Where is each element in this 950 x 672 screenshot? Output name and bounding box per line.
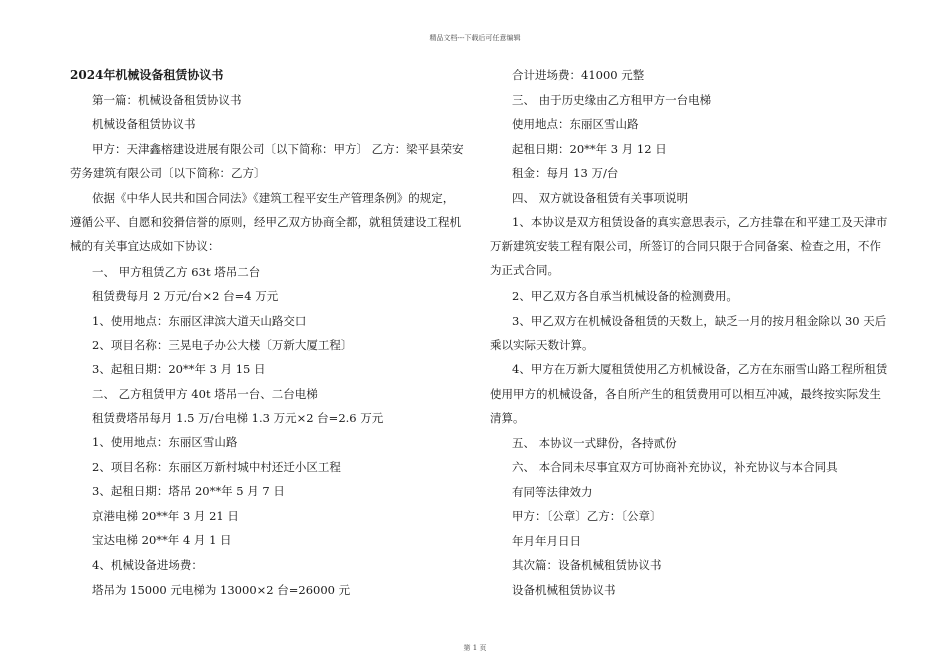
text-line: 劳务建筑有限公司〔以下简称：乙方〕 (70, 166, 266, 180)
text-line: 2、项目名称：东丽区万新村城中村还迁小区工程 (92, 460, 341, 474)
text-line: 合计进场费：41000 元整 (512, 68, 645, 82)
text-line: 为正式合同。 (490, 263, 559, 277)
text-line: 京港电梯 20**年 3 月 21 日 (92, 509, 239, 523)
text-line: 三、 由于历史缘由乙方租甲方一台电梯 (512, 93, 712, 107)
text-line: 3、起租日期：塔吊 20**年 5 月 7 日 (92, 484, 285, 498)
text-line: 万新建筑安装工程有限公司，所签订的合同只限于合同备案、检查之用，不作 (490, 239, 881, 253)
text-line: 依据《中华人民共和国合同法》《建筑工程平安生产管理条例》的规定， (92, 191, 455, 205)
text-line: 租金：每月 13 万/台 (512, 166, 619, 180)
text-line: 甲方：〔公章〕乙方：〔公章〕 (512, 509, 662, 523)
text-line: 设备机械租赁协议书 (512, 583, 616, 597)
document-title: 2024年机械设备租赁协议书 (70, 68, 224, 82)
text-line: 其次篇：设备机械租赁协议书 (512, 558, 662, 572)
text-line: 3、起租日期：20**年 3 月 15 日 (92, 362, 266, 376)
text-line: 二、 乙方租赁甲方 40t 塔吊一台、二台电梯 (92, 387, 318, 401)
text-line: 甲方：天津鑫榕建设进展有限公司〔以下简称：甲方〕 乙方：梁平县荣安 (92, 142, 464, 156)
text-line: 1、本协议是双方租赁设备的真实意思表示，乙方挂靠在和平建工及天津市 (512, 215, 888, 229)
text-line: 2、项目名称：三晃电子办公大楼〔万新大厦工程〕 (92, 338, 353, 352)
text-line: 4、甲方在万新大厦租赁使用乙方机械设备，乙方在东丽雪山路工程所租赁 (512, 362, 888, 376)
text-line: 第一篇：机械设备租赁协议书 (92, 93, 242, 107)
text-line: 2、甲乙双方各自承当机械设备的检测费用。 (512, 289, 738, 303)
text-line: 4、机械设备进场费： (92, 558, 203, 572)
text-line: 一、 甲方租赁乙方 63t 塔吊二台 (92, 265, 261, 279)
text-line: 械的有关事宜达成如下协议： (70, 239, 220, 253)
text-line: 清算。 (490, 411, 525, 425)
text-line: 租赁费每月 2 万元/台×2 台=4 万元 (92, 289, 279, 303)
text-line: 年月年月日日 (512, 534, 581, 548)
page-header: 精品文档---下载后可任意编辑 (429, 34, 521, 42)
text-line: 租赁费塔吊每月 1.5 万/台电梯 1.3 万元×2 台=2.6 万元 (92, 411, 384, 425)
text-line: 塔吊为 15000 元电梯为 13000×2 台=26000 元 (92, 583, 351, 597)
text-line: 3、甲乙双方在机械设备租赁的天数上，缺乏一月的按月租金除以 30 天后 (512, 314, 887, 328)
text-line: 五、 本协议一式肆份，各持贰份 (512, 436, 677, 450)
text-line: 乘以实际天数计算。 (490, 338, 594, 352)
text-line: 有同等法律效力 (512, 485, 593, 499)
text-line: 使用甲方的机械设备，各自所产生的租赁费用可以相互冲减，最终按实际发生 (490, 387, 881, 401)
text-line: 遵循公平、自愿和狡猾信誉的原则，经甲乙双方协商全都，就租赁建设工程机 (70, 215, 461, 229)
text-line: 1、使用地点：东丽区雪山路 (92, 435, 238, 449)
text-line: 六、 本合同未尽事宜双方可协商补充协议，补充协议与本合同具 (512, 460, 838, 474)
text-line: 机械设备租赁协议书 (92, 117, 196, 131)
text-line: 使用地点：东丽区雪山路 (512, 117, 639, 131)
text-line: 四、 双方就设备租赁有关事项说明 (512, 191, 689, 205)
text-line: 宝达电梯 20**年 4 月 1 日 (92, 533, 232, 547)
text-line: 1、使用地点：东丽区津滨大道天山路交口 (92, 314, 307, 328)
page-footer: 第 1 页 (463, 644, 487, 652)
text-line: 起租日期：20**年 3 月 12 日 (512, 142, 667, 156)
